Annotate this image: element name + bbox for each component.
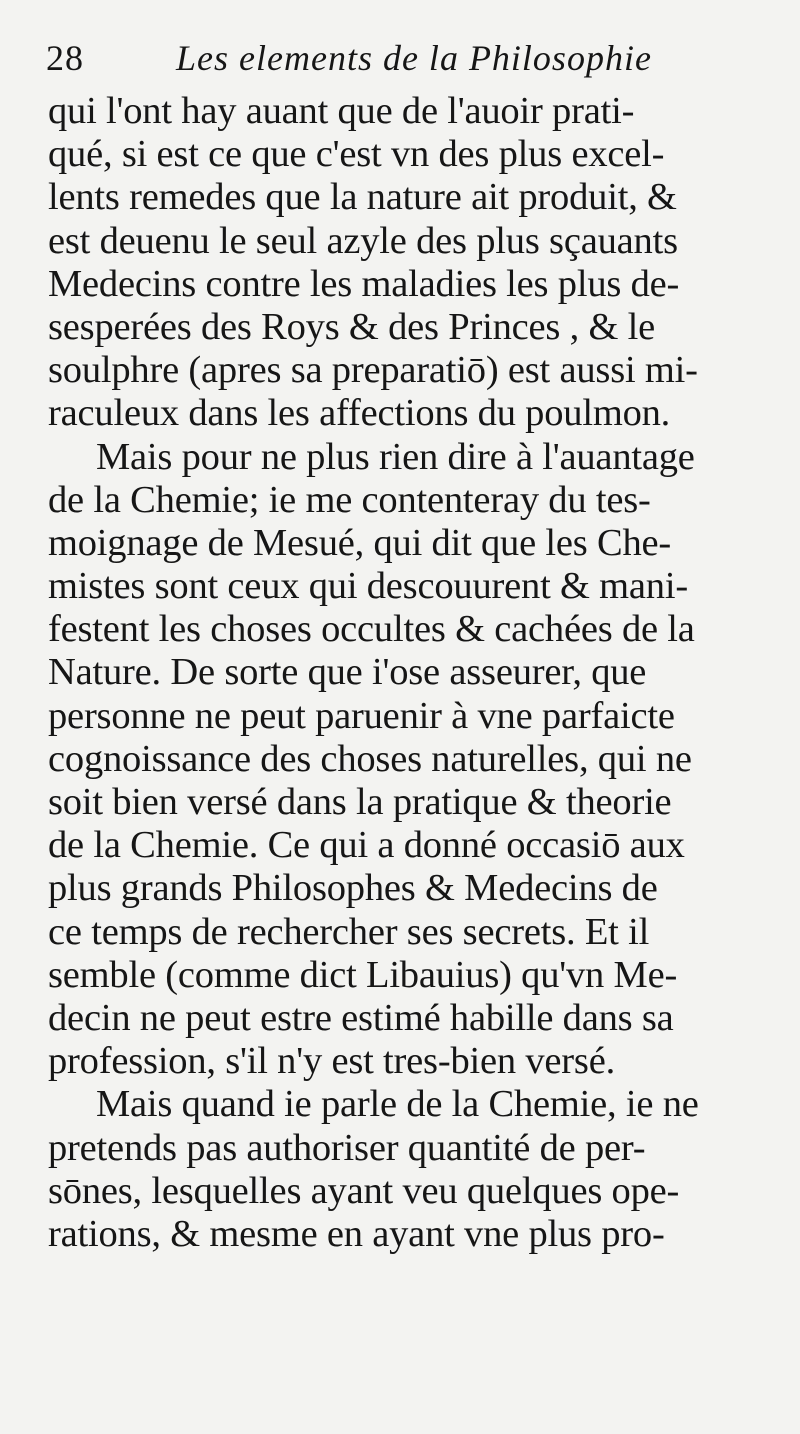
text-line: profession, s'il n'y est tres-bien versé.	[48, 1040, 616, 1083]
text-line: pretends pas authoriser quantité de per-	[48, 1126, 646, 1169]
text-line: ce temps de rechercher ses secrets. Et il	[48, 910, 650, 953]
text-line: semble (comme dict Libauius) qu'vn Me-	[48, 953, 678, 996]
text-line: cognoissance des choses naturelles, qui ne	[48, 737, 692, 780]
text-line: decin ne peut estre estimé habille dans sa	[48, 996, 674, 1039]
text-line: lents remedes que la nature ait produit, &	[48, 176, 677, 219]
text-line: moignage de Mesué, qui dit que les Che-	[48, 521, 672, 564]
body-text	[48, 90, 768, 1256]
text-line: qué, si est ce que c'est vn des plus excel-	[48, 133, 665, 176]
paragraph-start-line: Mais quand ie parle de la Chemie, ie ne	[96, 1083, 699, 1126]
text-line: Nature. De sorte que i'ose asseurer, que	[48, 651, 647, 694]
text-line: sōnes, lesquelles ayant veu quelques ope-	[48, 1169, 680, 1212]
text-line: Medecins contre les maladies les plus de-	[48, 262, 680, 305]
text-line: raculeux dans les affections du poulmon.	[48, 392, 671, 435]
running-title: Les elements de la Philosophie	[176, 38, 652, 78]
text-line: personne ne peut paruenir à vne parfaicte	[48, 694, 675, 737]
text-line: mistes sont ceux qui descouurent & mani-	[48, 565, 688, 608]
text-line: de la Chemie; ie me contenteray du tes-	[48, 478, 651, 521]
page-header	[46, 34, 766, 82]
paragraph-start-line: Mais pour ne plus rien dire à l'auantage	[96, 435, 695, 478]
text-line: qui l'ont hay auant que de l'auoir prati-	[48, 90, 635, 132]
text-line: soit bien versé dans la pratique & theorie	[48, 781, 672, 823]
text-line: plus grands Philosophes & Medecins de	[48, 867, 658, 910]
text-line: de la Chemie. Ce qui a donné occasiō aux	[48, 824, 685, 867]
page-number: 28	[46, 38, 84, 78]
text-line: festent les choses occultes & cachées de la	[48, 608, 695, 651]
text-line: soulphre (apres sa preparatiō) est aussi mi-	[48, 349, 698, 392]
text-line: rations, & mesme en ayant vne plus pro-	[48, 1212, 665, 1255]
text-line: est deuenu le seul azyle des plus sçauants	[48, 219, 678, 262]
text-line: sesperées des Roys & des Princes , & le	[48, 305, 656, 348]
